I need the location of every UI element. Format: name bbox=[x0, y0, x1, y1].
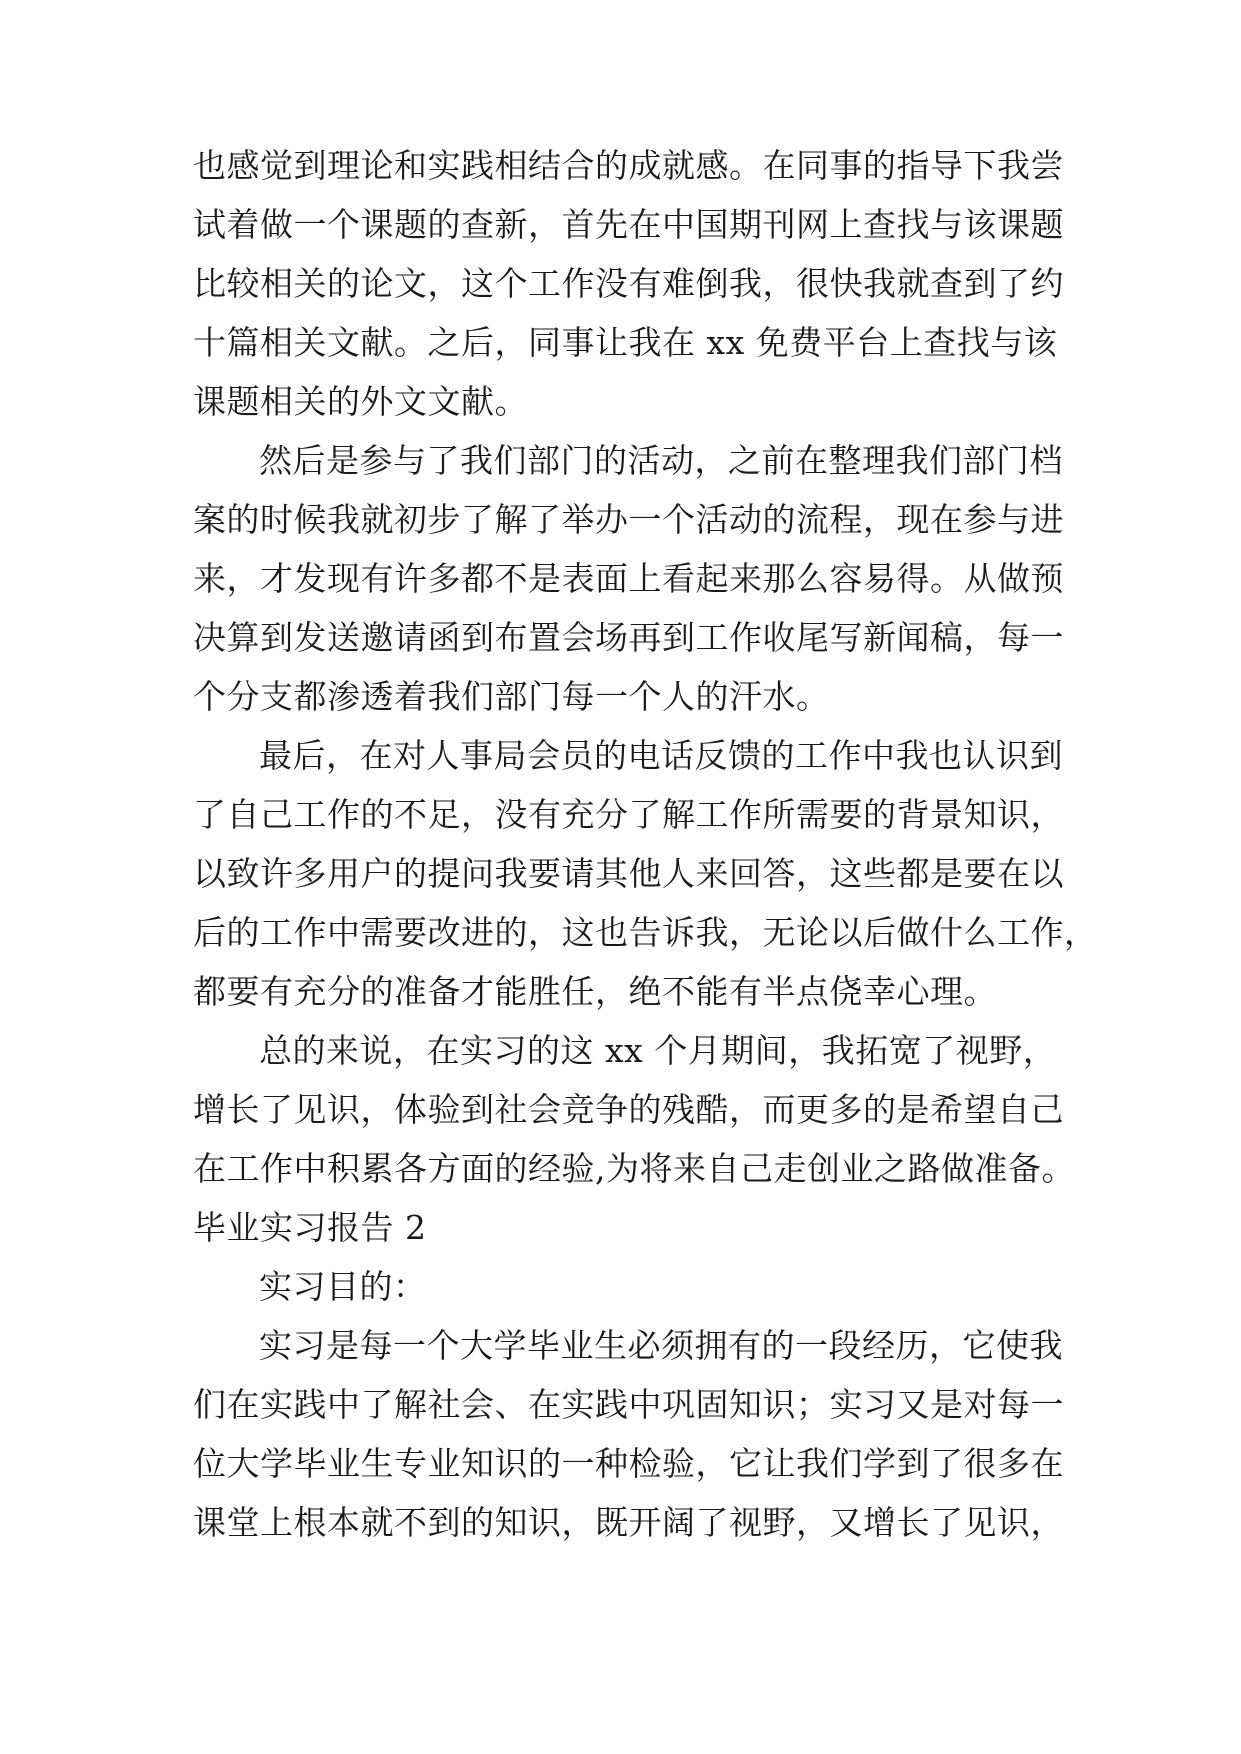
paragraph-line: 在工作中积累各方面的经验,为将来自己走创业之路做准备。 bbox=[193, 1149, 1075, 1188]
paragraph-line: 课堂上根本就不到的知识，既开阔了视野，又增长了见识， bbox=[193, 1503, 1064, 1542]
paragraph-line: 比较相关的论文，这个工作没有难倒我，很快我就查到了约 bbox=[193, 264, 1064, 303]
paragraph-line: 决算到发送邀请函到布置会场再到工作收尾写新闻稿，每一 bbox=[193, 618, 1064, 657]
paragraph-line: 都要有充分的准备才能胜任，绝不能有半点侥幸心理。 bbox=[193, 972, 997, 1011]
subsection-label: 实习目的： bbox=[259, 1267, 427, 1306]
paragraph-line: 来，才发现有许多都不是表面上看起来那么容易得。从做预 bbox=[193, 559, 1064, 598]
paragraph-line: 总的来说，在实习的这 xx 个月期间，我拓宽了视野， bbox=[259, 1031, 1057, 1070]
paragraph-line: 位大学毕业生专业知识的一种检验，它让我们学到了很多在 bbox=[193, 1444, 1064, 1483]
paragraph-line: 个分支都渗透着我们部门每一个人的汗水。 bbox=[193, 677, 830, 716]
paragraph-line: 以致许多用户的提问我要请其他人来回答，这些都是要在以 bbox=[193, 854, 1064, 893]
paragraph-line: 十篇相关文献。之后，同事让我在 xx 免费平台上查找与该 bbox=[193, 323, 1058, 362]
paragraph-line: 实习是每一个大学毕业生必须拥有的一段经历，它使我 bbox=[259, 1326, 1063, 1365]
paragraph-line: 试着做一个课题的查新，首先在中国期刊网上查找与该课题 bbox=[193, 205, 1064, 244]
section-heading: 毕业实习报告 2 bbox=[193, 1208, 427, 1247]
paragraph-line: 增长了见识，体验到社会竞争的残酷，而更多的是希望自己 bbox=[193, 1090, 1064, 1129]
paragraph-line: 案的时候我就初步了解了举办一个活动的流程，现在参与进 bbox=[193, 500, 1064, 539]
paragraph-line: 们在实践中了解社会、在实践中巩固知识；实习又是对每一 bbox=[193, 1385, 1064, 1424]
paragraph-line: 了自己工作的不足，没有充分了解工作所需要的背景知识， bbox=[193, 795, 1064, 834]
paragraph-line: 也感觉到理论和实践相结合的成就感。在同事的指导下我尝 bbox=[193, 146, 1064, 185]
paragraph-line: 课题相关的外文文献。 bbox=[193, 382, 528, 421]
paragraph-line: 后的工作中需要改进的，这也告诉我，无论以后做什么工作， bbox=[193, 913, 1098, 952]
paragraph-line: 最后，在对人事局会员的电话反馈的工作中我也认识到 bbox=[259, 736, 1063, 775]
paragraph-line: 然后是参与了我们部门的活动，之前在整理我们部门档 bbox=[259, 441, 1063, 480]
